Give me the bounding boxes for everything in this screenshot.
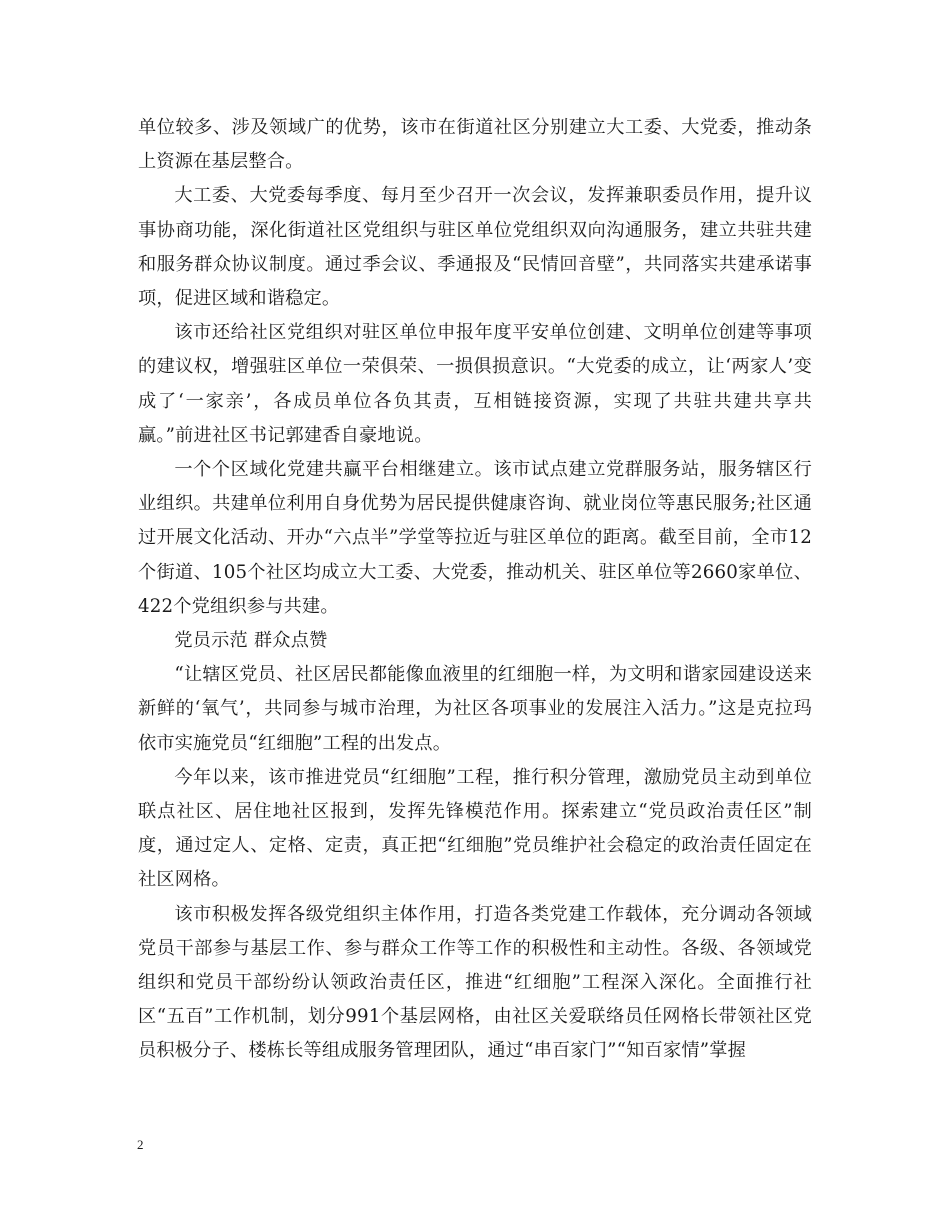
document-body — [138, 111, 812, 1069]
paragraph: “让辖区党员、社区居民都能像血液里的红细胞一样，为文明和谐家园建设送来新鲜的‘氧气’，共同参与城市治理，为社区各项事业的发展注入活力。”这是克拉玛依市实施党员“红细胞”工程的出发点。 — [138, 664, 812, 754]
paragraph: 该市还给社区党组织对驻区单位申报年度平安单位创建、文明单位创建等事项的建议权，增强驻区单位一荣俱荣、一损俱损意识。“大党委的成立，让‘两家人’变成了‘一家亲’，各成员单位各负其责，互相链接资源，实现了共驻共建共享共赢。”前进社区书记郭建香自豪地说。 — [138, 322, 812, 446]
paragraph: 大工委、大党委每季度、每月至少召开一次会议，发挥兼职委员作用，提升议事协商功能，深化街道社区党组织与驻区单位党组织双向沟通服务，建立共驻共建和服务群众协议制度。通过季会议、季通报及“民情回音壁”，共同落实共建承诺事项，促进区域和谐稳定。 — [138, 185, 812, 310]
paragraph: 一个个区域化党建共赢平台相继建立。该市试点建立党群服务站，服务辖区行业组织。共建单位利用自身优势为居民提供健康咨询、就业岗位等惠民服务;社区通过开展文化活动、开办“六点半”学堂等拉近与驻区单位的距离。截至目前，全市12个街道、105个社区均成立大工委、大党委，推动机关、驻区单位等2660家单位、422个党组织参与共建。 — [138, 459, 812, 617]
paragraph: 单位较多、涉及领域广的优势，该市在街道社区分别建立大工委、大党委，推动条上资源在基层整合。 — [138, 117, 812, 173]
page-number: 2 — [137, 1137, 144, 1152]
section-heading: 党员示范 群众点赞 — [174, 630, 328, 652]
paragraph: 今年以来，该市推进党员“红细胞”工程，推行积分管理，激励党员主动到单位联点社区、居住地社区报到，发挥先锋模范作用。探索建立“党员政治责任区”制度，通过定人、定格、定责，真正把“红细胞”党员维护社会稳定的政治责任固定在社区网格。 — [138, 766, 812, 891]
paragraph: 该市积极发挥各级党组织主体作用，打造各类党建工作载体，充分调动各领域党员干部参与基层工作、参与群众工作等工作的积极性和主动性。各级、各领域党组织和党员干部纷纷认领政治责任区，推进“红细胞”工程深入深化。全面推行社区“五百”工作机制，划分991个基层网格，由社区关爱联络员任网格长带领社区党员积极分子、楼栋长等组成服务管理团队，通过“串百家门”“知百家情”掌握 — [138, 903, 812, 1062]
